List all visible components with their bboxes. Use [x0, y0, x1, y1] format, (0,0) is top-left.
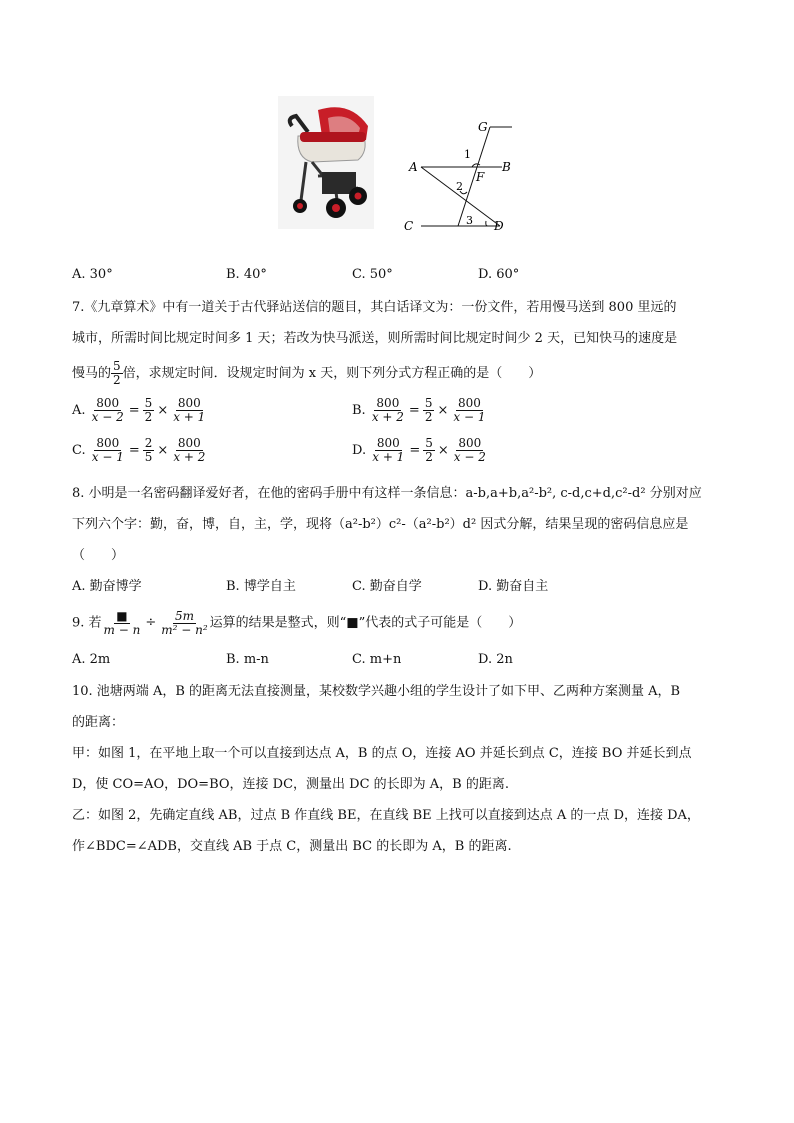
q9-line: 9. 若 $\frac{■}{m - n}$ ÷ $\frac{5m}{\text{m² − n²}}$ 运算的结果是整式，则“■”代表的式子可能是（ ） [72, 608, 522, 637]
q7-fraction: $\frac{5}{2}$ [113, 359, 121, 387]
q9-option-a: A. 2m [72, 652, 111, 667]
q7-option-d: D. $\frac{800}{x + 1}$ = $\frac{5}{2}$ × $\frac{800}{x - 2}$ [352, 436, 486, 464]
label-D: D [494, 219, 504, 233]
q7-option-a: A. $\frac{800}{x - 2}$ = $\frac{5}{2}$ × $\frac{800}{x + 1}$ [72, 396, 206, 424]
q9-option-d: D. 2n [478, 652, 513, 667]
label-A: A [409, 160, 418, 174]
q8-option-a: A. 勤奋博学 [72, 579, 142, 594]
q8-option-d: D. 勤奋自主 [478, 579, 549, 594]
q7-line-1: 7.《九章算术》中有一道关于古代驿站送信的题目，其白话译文为：一份文件，若用慢马送到 800 里远的 [72, 300, 677, 315]
q8-option-b: B. 博学自主 [226, 579, 296, 594]
q7-line-3 [72, 358, 541, 390]
label-angle-2: 2 [456, 180, 463, 193]
label-F: F [476, 170, 485, 184]
geometry-figure [400, 115, 530, 241]
q10-line-1: 10. 池塘两端 A，B 的距离无法直接测量，某校数学兴趣小组的学生设计了如下甲、乙两种方案测量 A，B [72, 684, 681, 699]
label-B: B [502, 160, 511, 174]
q6-option-a: A. 30° [72, 267, 113, 282]
q7-line-2: 城市，所需时间比规定时间多 1 天；若改为快马派送，则所需时间比规定时间少 2 天，已知快马的速度是 [72, 331, 678, 346]
q9-option-c: C. m+n [352, 652, 402, 667]
q10-line-2: 的距离： [72, 715, 125, 730]
q7-option-c: C. $\frac{800}{x - 1}$ = $\frac{2}{5}$ × $\frac{800}{x + 2}$ [72, 436, 206, 464]
q8-line-3: （ ） [72, 548, 125, 563]
q7-line-3-pre: 慢马的 [72, 366, 112, 381]
q9-fraction-2: $\frac{5m}{\text{m² − n²}}$ [161, 608, 208, 637]
stroller-photo [278, 96, 374, 229]
q9-fraction-1: $\frac{■}{m - n}$ [103, 608, 141, 637]
q6-option-c: C. 50° [352, 267, 393, 282]
q7-line-3-post: 倍，求规定时间．设规定时间为 x 天，则下列分式方程正确的是（ ） [122, 366, 542, 381]
label-G: G [478, 120, 488, 134]
q7-option-b: B. $\frac{800}{x + 2}$ = $\frac{5}{2}$ × $\frac{800}{x - 1}$ [352, 396, 486, 424]
q10-line-5: 乙：如图 2，先确定直线 AB，过点 B 作直线 BE，在直线 BE 上找可以直接到达点 A 的一点 D，连接 DA， [72, 808, 700, 823]
q10-line-6: 作∠BDC=∠ADB，交直线 AB 于点 C，测量出 BC 的长即为 A，B 的距离. [72, 839, 512, 854]
q8-line-1: 8. 小明是一名密码翻译爱好者，在他的密码手册中有这样一条信息：a-b,a+b,a²-b², c-d,c+d,c²-d² 分别对应 [72, 486, 702, 501]
q9-option-b: B. m-n [226, 652, 269, 667]
label-angle-1: 1 [464, 148, 471, 161]
label-angle-3: 3 [466, 214, 473, 227]
q10-line-4: D，使 CO=AO，DO=BO，连接 DC，测量出 DC 的长即为 A，B 的距离. [72, 777, 509, 792]
q6-option-b: B. 40° [226, 267, 267, 282]
q8-option-c: C. 勤奋自学 [352, 579, 422, 594]
q6-option-d: D. 60° [478, 267, 520, 282]
q8-line-2: 下列六个字：勤，奋，博，自，主，学，现将（a²-b²）c²-（a²-b²）d² 因式分解，结果呈现的密码信息应是 [72, 517, 689, 532]
label-C: C [404, 219, 414, 233]
q10-line-3: 甲：如图 1，在平地上取一个可以直接到达点 A，B 的点 O，连接 AO 并延长到点 C，连接 BO 并延长到点 [72, 746, 692, 761]
